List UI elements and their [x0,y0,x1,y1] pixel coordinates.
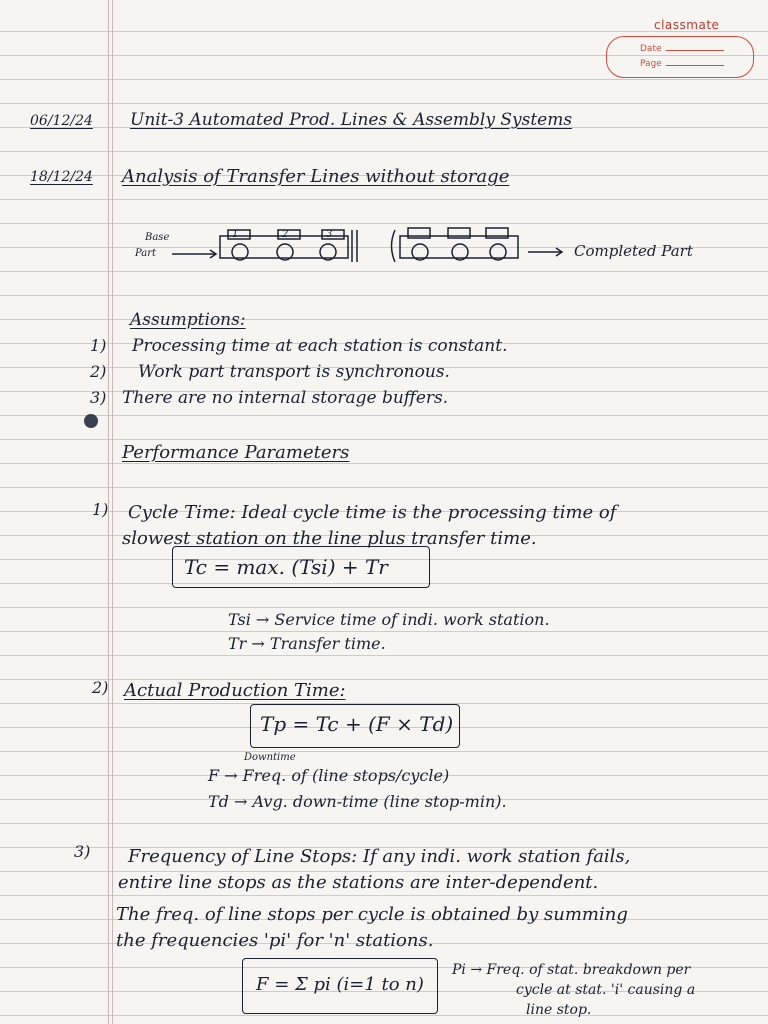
frequency-line-3: The freq. of line stops per cycle is obtained by summing [116,904,628,925]
station-label-1: 1 [232,229,239,240]
date-2: 18/12/24 [30,169,93,185]
assumption-item: Processing time at each station is constant. [132,336,508,356]
assumptions-title: Assumptions: [130,310,246,330]
station-label-2: 2 [282,229,289,240]
actual-def-2: Td → Avg. down-time (line stop-min). [208,792,507,811]
actual-formula: Tp = Tc + (F × Td) [260,712,454,736]
cycle-line-1: Cycle Time: Ideal cycle time is the processing time of [128,502,617,523]
date-field: Date [640,44,724,54]
performance-title: Performance Parameters [122,442,350,463]
brand-box [606,18,756,80]
assumption-number: 1) [90,336,107,355]
frequency-formula: F = Σ pi (i=1 to n) [256,974,424,995]
frequency-line-1: Frequency of Line Stops: If any indi. work station fails, [128,846,631,867]
frequency-def-1: Pi → Freq. of stat. breakdown per [452,962,691,978]
assumption-number: 3) [90,388,107,407]
diagram-part-label: Part [135,248,157,259]
date-1: 06/12/24 [30,113,93,129]
cycle-formula: Tc = max. (Tsi) + Tr [184,555,388,579]
actual-def-1: F → Freq. of (line stops/cycle) [208,766,450,785]
cycle-def-1: Tsi → Service time of indi. work station. [228,610,550,629]
frequency-line-4: the frequencies 'pi' for 'n' stations. [116,930,434,951]
assumption-item: There are no internal storage buffers. [122,388,449,408]
frequency-number: 3) [74,842,91,861]
page-field: Page [640,59,724,69]
margin-line [112,0,113,1024]
assumption-item: Work part transport is synchronous. [138,362,450,382]
unit-heading: Unit-3 Automated Prod. Lines & Assembly Systems [130,110,573,130]
frequency-def-3: line stop. [526,1002,592,1018]
cycle-number: 1) [92,500,109,519]
brand-logo: classmate [654,18,720,32]
downtime-note: Downtime [244,752,296,763]
actual-title: Actual Production Time: [124,680,346,701]
analysis-heading: Analysis of Transfer Lines without storage [122,166,510,187]
date-page-frame [606,36,754,78]
station-label-3: 3 [326,229,333,240]
actual-number: 2) [92,678,109,697]
diagram-base-label: Base [145,232,170,243]
scribbled-bullet [84,414,98,428]
frequency-def-2: cycle at stat. 'i' causing a [516,982,696,998]
assumption-number: 2) [90,362,107,381]
cycle-def-2: Tr → Transfer time. [228,634,386,653]
cycle-line-2: slowest station on the line plus transfer time. [122,528,537,549]
frequency-line-2: entire line stops as the stations are inter-dependent. [118,872,599,893]
completed-part-label: Completed Part [574,242,693,260]
